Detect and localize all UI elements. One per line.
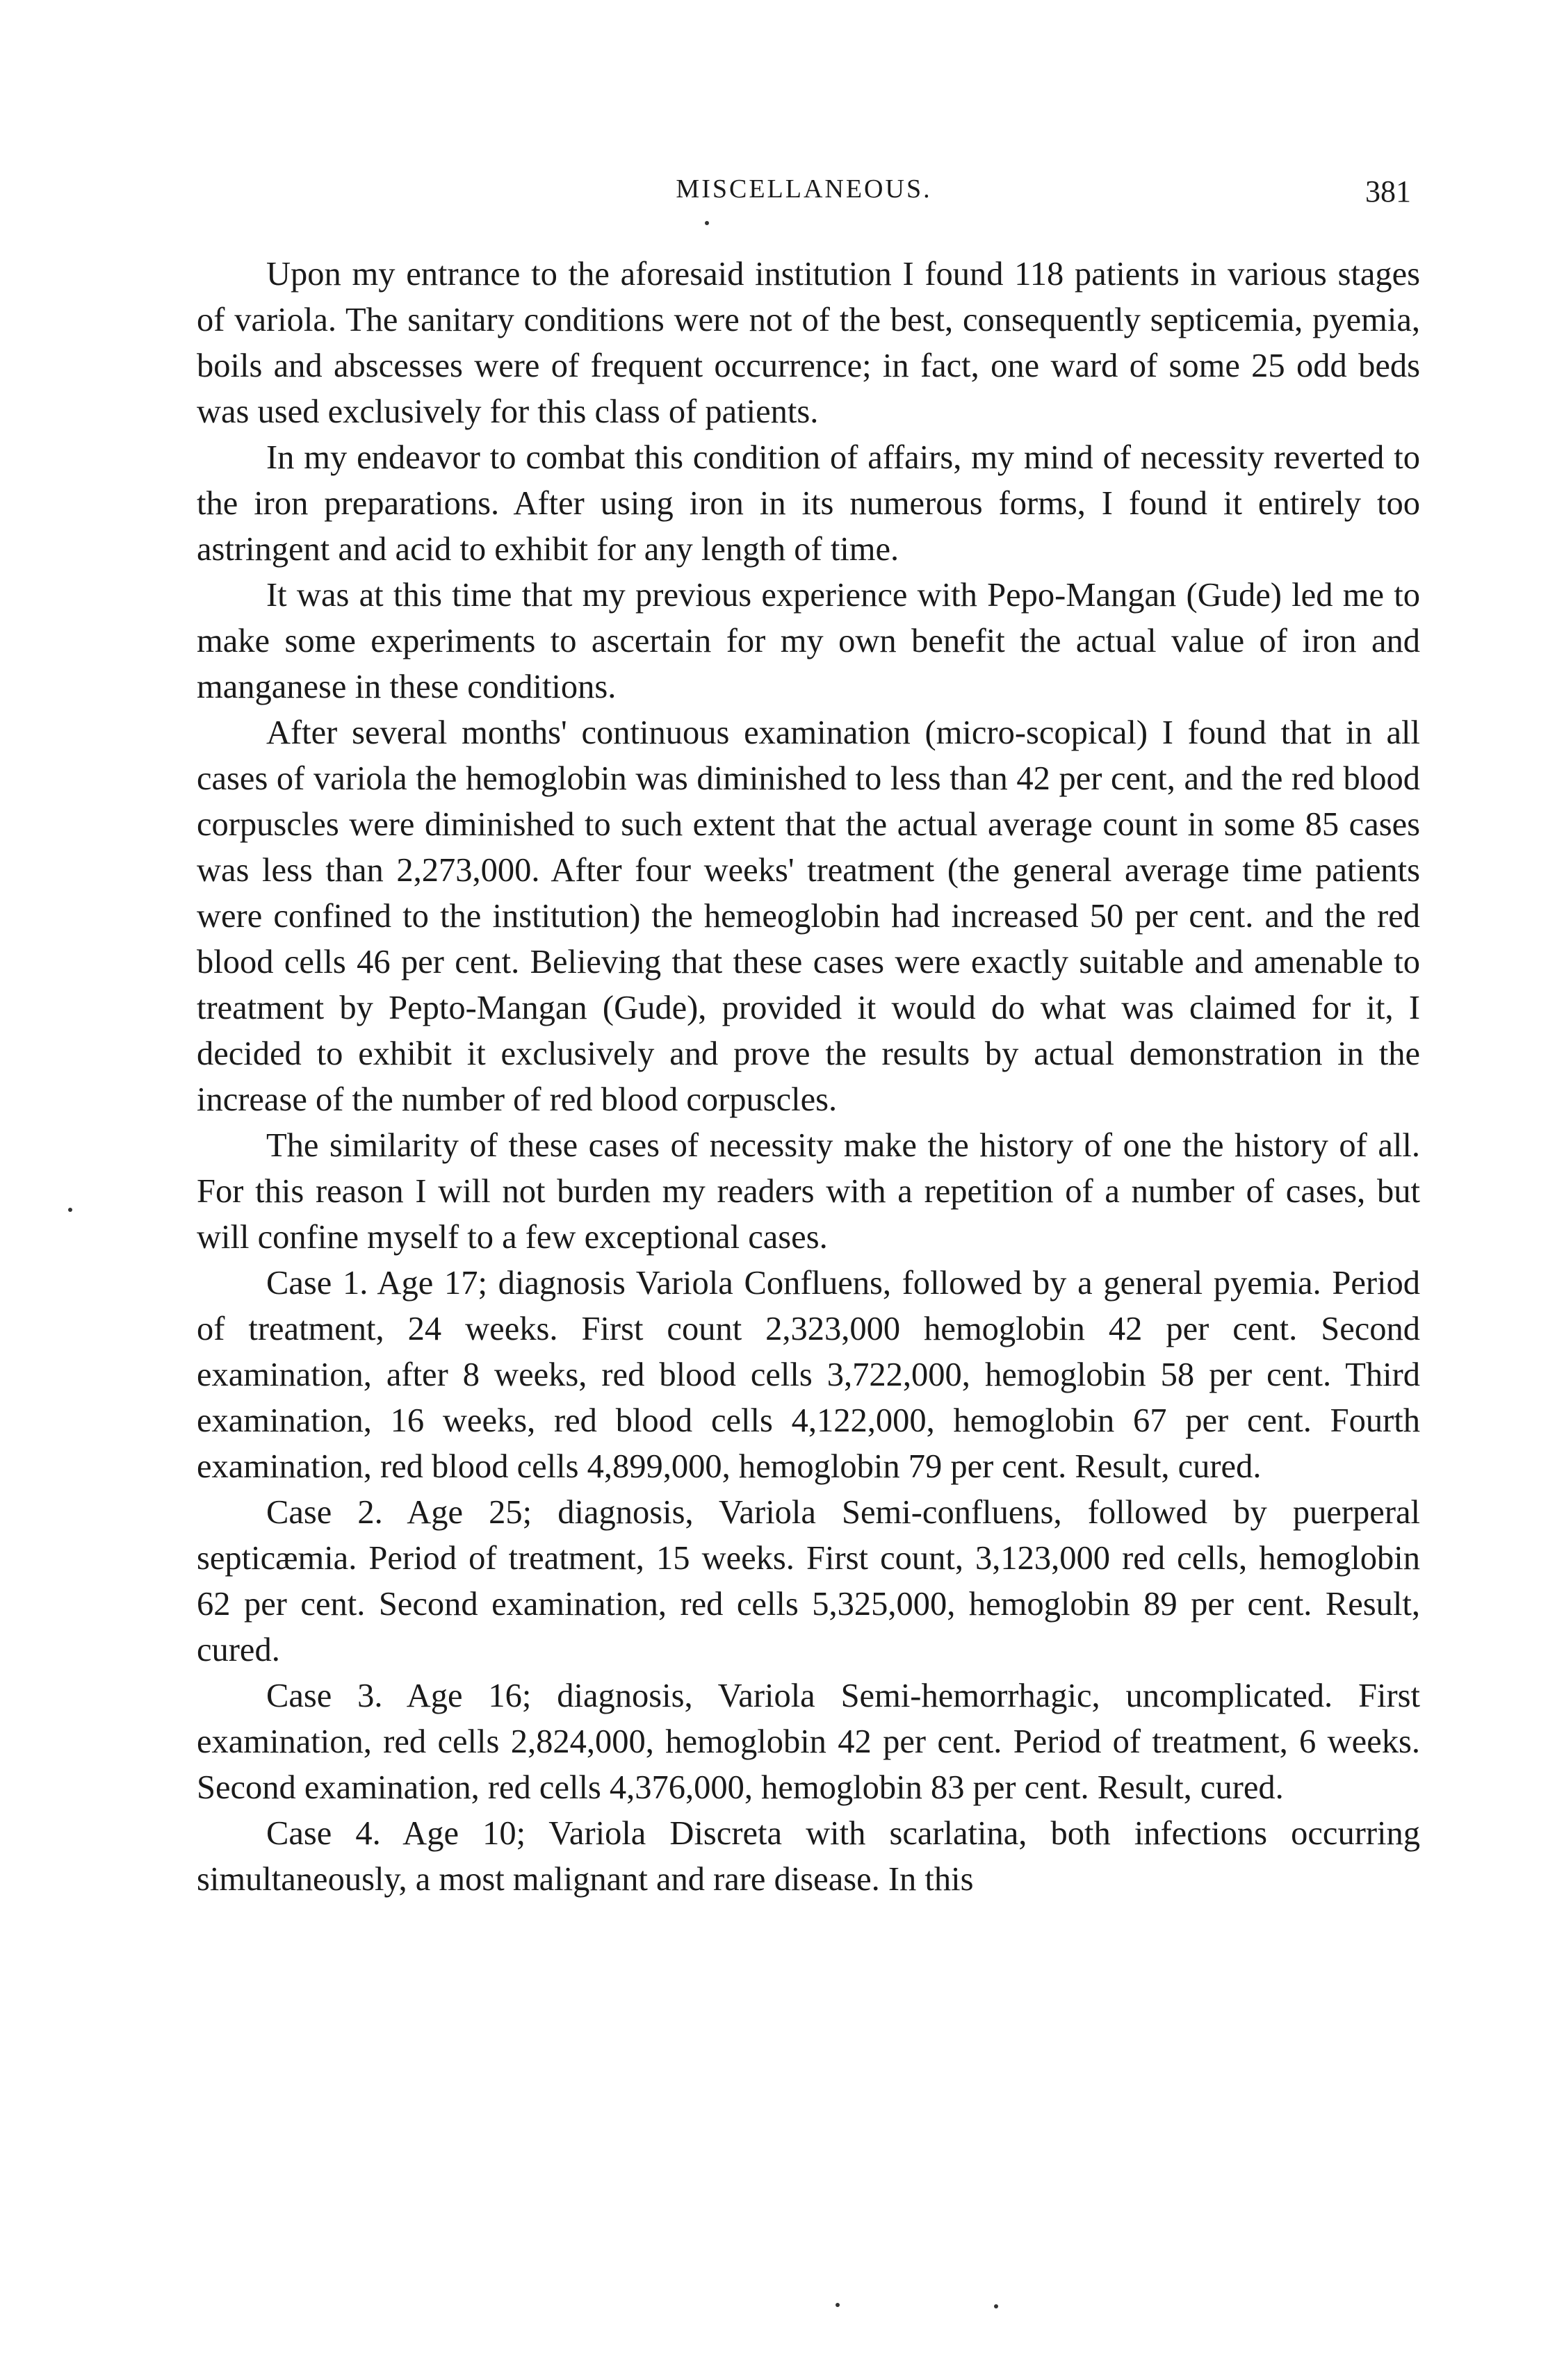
body-text bbox=[197, 252, 1420, 1903]
paragraph-case-1: Case 1. Age 17; diagnosis Variola Confluens, followed by a general pyemia. Period of treatment, 24 weeks. First count 2,323,000 hemoglobin 42 per cent. Second examination, after 8 weeks, red blood cells 3,722,000, hemoglobin 58 per cent. Third examination, 16 weeks, red blood cells 4,122,000, hemoglobin 67 per cent. Fourth examination, red blood cells 4,899,000, hemoglobin 79 per cent. Result, cured. bbox=[197, 1265, 1420, 1485]
paragraph-case-3: Case 3. Age 16; diagnosis, Variola Semi-hemorrhagic, uncomplicated. First examination, red cells 2,824,000, hemoglobin 42 per cent. Period of treatment, 6 weeks. Second examination, red cells 4,376,000, hemoglobin 83 per cent. Result, cured. bbox=[197, 1677, 1420, 1806]
print-speck bbox=[994, 2304, 998, 2308]
paragraph-examination: After several months' continuous examination (micro-scopical) I found that in all cases of variola the hemoglobin was diminished to less than 42 per cent, and the red blood corpuscles were diminished to such extent that the actual average count in some 85 cases was less than 2,273,000. After four weeks' treatment (the general average time patients were confined to the institution) the hemeoglobin had increased 50 per cent. and the red blood cells 46 per cent. Believing that these cases were exactly suitable and amenable to treatment by Pepto-Mangan (Gude), provided it would do what was claimed for it, I decided to exhibit it exclusively and prove the results by actual demonstration in the increase of the number of red blood corpuscles. bbox=[197, 714, 1420, 1118]
print-speck bbox=[68, 1208, 72, 1212]
running-head bbox=[197, 174, 1411, 215]
paragraph-intro: Upon my entrance to the aforesaid institution I found 118 patients in various stages of variola. The sanitary conditions were not of the best, consequently septicemia, pyemia, boils and abscesses were of frequent occurrence; in fact, one ward of some 25 odd beds was used exclusively for this class of patients. bbox=[197, 256, 1420, 430]
paragraph-iron: In my endeavor to combat this condition of affairs, my mind of necessity reverted to the iron preparations. After using iron in its numerous forms, I found it entirely too astringent and acid to exhibit for any length of time. bbox=[197, 439, 1420, 568]
paragraph-case-2: Case 2. Age 25; diagnosis, Variola Semi-confluens, followed by puerperal septicæmia. Period of treatment, 15 weeks. First count, 3,123,000 red cells, hemoglobin 62 per cent. Second examination, red cells 5,325,000, hemoglobin 89 per cent. Result, cured. bbox=[197, 1494, 1420, 1668]
running-title: MISCELLANEOUS. bbox=[676, 174, 932, 204]
print-speck bbox=[705, 221, 709, 225]
paragraph-similarity: The similarity of these cases of necessity make the history of one the history of all. For this reason I will not burden my readers with a repetition of a number of cases, but will confine myself to a few exceptional cases. bbox=[197, 1127, 1420, 1256]
print-speck bbox=[836, 2303, 840, 2307]
paragraph-case-4: Case 4. Age 10; Variola Discreta with scarlatina, both infections occurring simultaneously, a most malignant and rare disease. In this bbox=[197, 1815, 1420, 1898]
page-number: 381 bbox=[1365, 174, 1411, 208]
paragraph-pepto-mangan: It was at this time that my previous experience with Pepo-Mangan (Gude) led me to make some experiments to ascertain for my own benefit the actual value of iron and manganese in these conditions. bbox=[197, 577, 1420, 705]
